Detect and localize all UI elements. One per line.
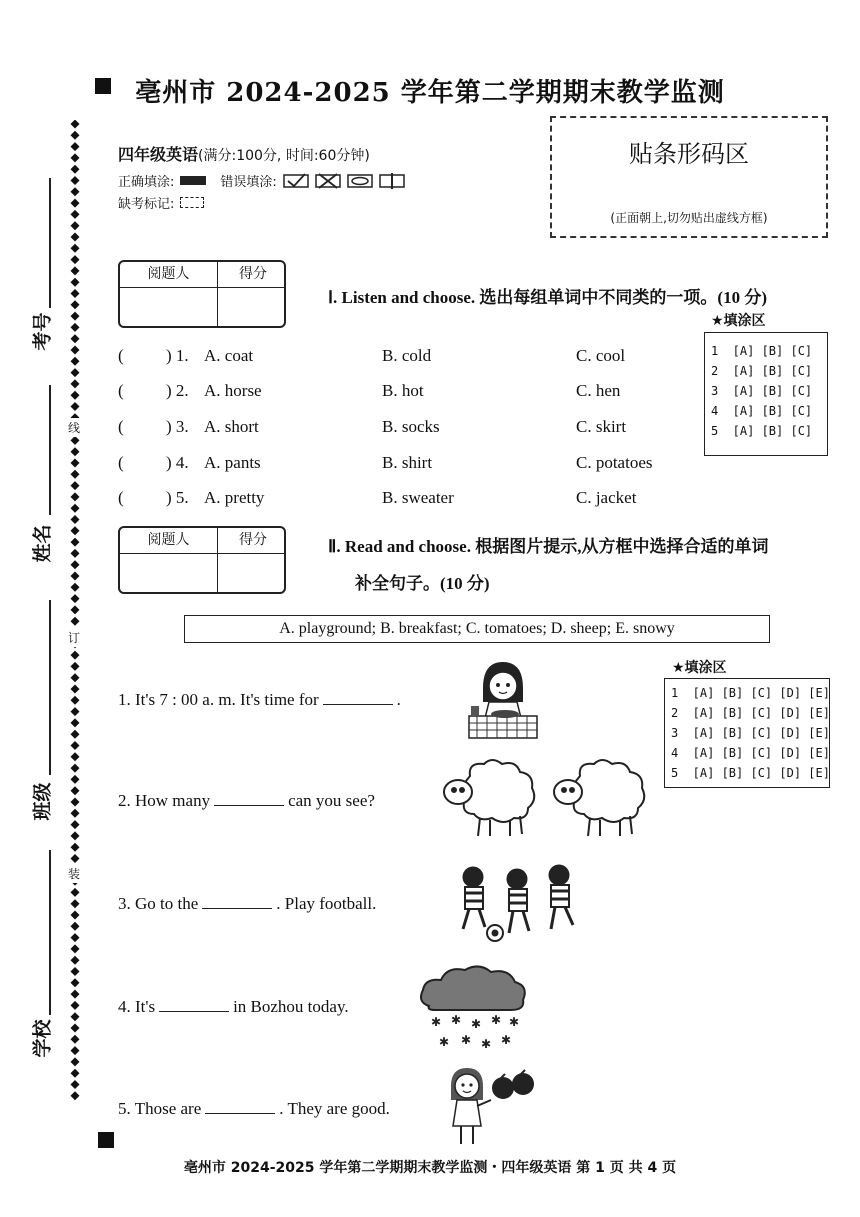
correct-fill-label: 正确填涂:: [118, 175, 175, 190]
question-number: ) 4.: [166, 453, 189, 472]
section2-heading-line1: Ⅱ. Read and choose. 根据图片提示,从方框中选择合适的单词: [328, 537, 769, 556]
sentence-text: 4. It's: [118, 997, 156, 1016]
sentence-3: [118, 894, 376, 914]
sentence-text: .: [396, 690, 401, 709]
answer-blank[interactable]: [214, 792, 284, 806]
wrong-fill-label: 错误填涂:: [220, 175, 277, 190]
barcode-zone-title: 贴条形码区: [629, 140, 749, 168]
omr-row[interactable]: 4 [A] [B] [C] [D] [E]: [671, 746, 830, 760]
omr-row[interactable]: 2 [A] [B] [C] [D] [E]: [671, 706, 830, 720]
wrong-fill-samples-icon: [283, 173, 407, 189]
name-label: 姓名: [31, 524, 54, 563]
answer-paren[interactable]: (: [118, 417, 124, 436]
school-line[interactable]: [49, 850, 51, 1015]
question-row: [118, 381, 678, 403]
omr-row[interactable]: 5 [A] [B] [C] [D] [E]: [671, 766, 830, 780]
omr-row[interactable]: 1 [A] [B] [C]: [711, 344, 813, 358]
sentence-text: 5. Those are: [118, 1099, 202, 1118]
cut-mark-xian: 线: [68, 418, 80, 437]
sentence-text: in Bozhou today.: [233, 997, 349, 1016]
sentence-text: 2. How many: [118, 791, 211, 810]
option-a: A. horse: [204, 381, 262, 400]
sentence-text: 3. Go to the: [118, 894, 199, 913]
svg-text:✱: ✱: [431, 1015, 442, 1029]
svg-text:✱: ✱: [461, 1033, 472, 1047]
answer-blank[interactable]: [205, 1100, 275, 1114]
question-row: [118, 453, 678, 475]
omr-row[interactable]: 4 [A] [B] [C]: [711, 404, 813, 418]
sentence-5: [118, 1099, 390, 1119]
page-footer: 亳州市 2024-2025 学年第二学期期末教学监测・四年级英语 第 1 页 共 4 页: [183, 1160, 677, 1176]
option-c: C. hen: [576, 381, 621, 400]
answer-blank[interactable]: [202, 895, 272, 909]
absent-mark-label: 缺考标记:: [118, 197, 175, 212]
snowy-cloud-picture: [415, 962, 531, 1052]
question-number: ) 1.: [166, 346, 189, 365]
svg-text:✱: ✱: [501, 1033, 512, 1047]
question-number: ) 5.: [166, 488, 189, 507]
svg-text:✱: ✱: [491, 1013, 502, 1027]
reviewer-label: 阅题人: [120, 262, 218, 288]
option-c: C. jacket: [576, 488, 637, 507]
barcode-zone-note: (正面朝上,切勿贴出虚线方框): [610, 211, 768, 225]
subject-name: 四年级英语: [118, 145, 199, 164]
answer-paren[interactable]: (: [118, 453, 124, 472]
option-a: A. coat: [204, 346, 254, 365]
girl-eating-breakfast-picture: [465, 658, 541, 740]
option-c: C. skirt: [576, 417, 627, 436]
sentence-text: . Play football.: [276, 894, 377, 913]
cut-mark-zhuang: 装: [68, 864, 80, 883]
sentence-4: [118, 997, 349, 1017]
page-title: 亳州市 2024-2025 学年第二学期期末教学监测: [135, 78, 725, 108]
option-b: B. socks: [382, 417, 440, 436]
subject-line: [118, 142, 370, 165]
score-table-section1: [118, 260, 286, 328]
svg-text:✱: ✱: [439, 1035, 450, 1049]
class-label: 班级: [31, 782, 54, 821]
answer-paren[interactable]: (: [118, 381, 124, 400]
score-label: 得分: [218, 528, 286, 554]
section2-omr-box[interactable]: [664, 678, 830, 788]
reviewer-label: 阅题人: [120, 528, 218, 554]
answer-paren[interactable]: (: [118, 488, 124, 507]
svg-text:✱: ✱: [451, 1013, 462, 1027]
option-c: C. potatoes: [576, 453, 653, 472]
omr-row[interactable]: 3 [A] [B] [C] [D] [E]: [671, 726, 830, 740]
exam-meta: (满分:100分, 时间:60分钟): [198, 148, 370, 164]
fill-instructions: [118, 171, 407, 190]
option-b: B. hot: [382, 381, 424, 400]
question-number: ) 3.: [166, 417, 189, 436]
school-label: 学校: [31, 1019, 54, 1058]
answer-blank[interactable]: [159, 998, 229, 1012]
exam-number-label: 考号: [31, 312, 54, 351]
section1-heading: Ⅰ. Listen and choose. 选出每组单词中不同类的一项。(10 分): [328, 288, 767, 307]
reviewer-cell[interactable]: [120, 554, 218, 594]
reviewer-cell[interactable]: [120, 288, 218, 328]
cut-mark-ding: 订: [68, 628, 80, 647]
word-bank: A. playground; B. breakfast; C. tomatoes; D. sheep; E. snowy: [184, 615, 770, 643]
omr-row[interactable]: 5 [A] [B] [C]: [711, 424, 813, 438]
name-line[interactable]: [49, 385, 51, 515]
option-a: A. short: [204, 417, 259, 436]
boys-playing-football-picture: [455, 863, 595, 943]
omr-row[interactable]: 1 [A] [B] [C] [D] [E]: [671, 686, 830, 700]
omr-row[interactable]: 3 [A] [B] [C]: [711, 384, 813, 398]
section1-omr-title: ★填涂区: [711, 313, 766, 329]
sentence-text: . They are good.: [279, 1099, 390, 1118]
answer-paren[interactable]: (: [118, 346, 124, 365]
section2-omr-title: ★填涂区: [672, 660, 727, 676]
binding-diamond-line: [66, 120, 84, 1110]
sentence-1: [118, 690, 401, 710]
exam-number-line[interactable]: [49, 178, 51, 308]
answer-blank[interactable]: [323, 691, 393, 705]
score-label: 得分: [218, 262, 286, 288]
question-row: [118, 488, 678, 510]
svg-text:✱: ✱: [509, 1015, 520, 1029]
section1-omr-box[interactable]: [704, 332, 828, 456]
absent-mark-row: [118, 193, 204, 212]
option-b: B. cold: [382, 346, 432, 365]
option-c: C. cool: [576, 346, 626, 365]
correct-fill-sample-icon: [180, 176, 206, 185]
question-number: ) 2.: [166, 381, 189, 400]
barcode-zone[interactable]: [550, 116, 828, 238]
option-b: B. shirt: [382, 453, 433, 472]
question-row: [118, 346, 678, 368]
girl-with-tomatoes-picture: [445, 1066, 537, 1148]
question-row: [118, 417, 678, 439]
alignment-marker-bottom: [98, 1132, 114, 1148]
svg-text:✱: ✱: [481, 1037, 492, 1051]
absent-mark-box[interactable]: [180, 197, 204, 208]
option-b: B. sweater: [382, 488, 454, 507]
section2-heading-line2: 补全句子。(10 分): [355, 574, 490, 593]
sentence-2: [118, 791, 375, 811]
sentence-text: 1. It's 7 : 00 a. m. It's time for: [118, 690, 319, 709]
sheep-picture: [440, 756, 652, 838]
sentence-text: can you see?: [288, 791, 375, 810]
option-a: A. pants: [204, 453, 261, 472]
score-cell[interactable]: [218, 288, 286, 328]
class-line[interactable]: [49, 600, 51, 775]
omr-row[interactable]: 2 [A] [B] [C]: [711, 364, 813, 378]
svg-text:✱: ✱: [471, 1017, 482, 1031]
score-table-section2: [118, 526, 286, 594]
option-a: A. pretty: [204, 488, 265, 507]
score-cell[interactable]: [218, 554, 286, 594]
